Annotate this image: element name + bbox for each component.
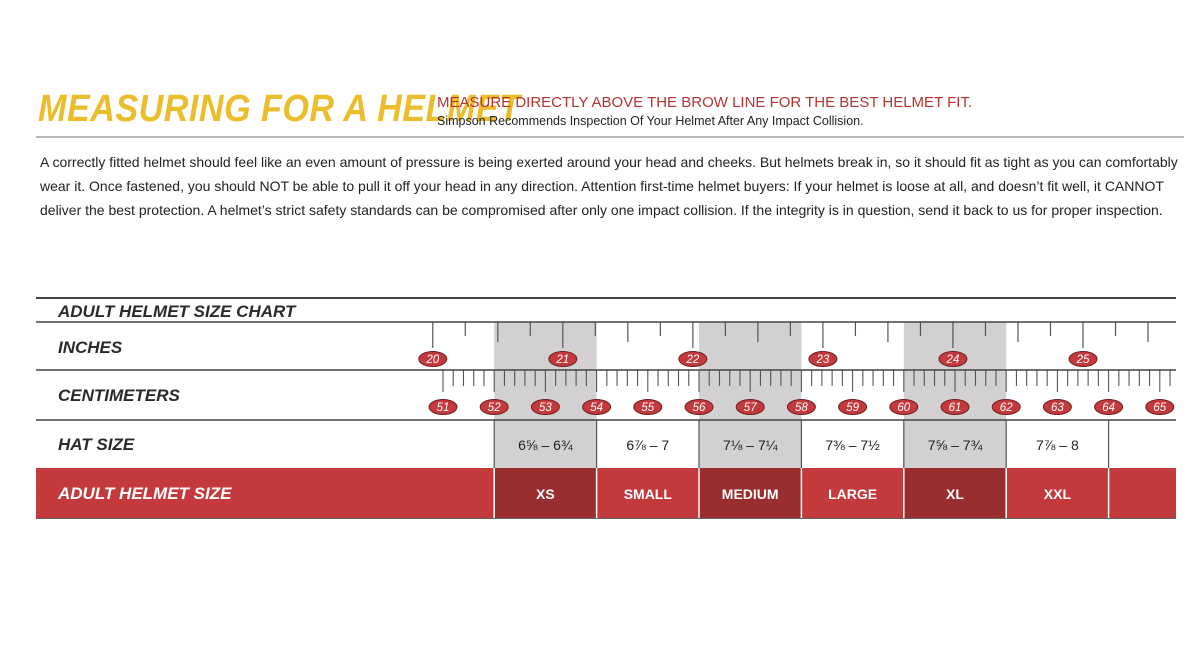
inch-marker-label: 24 — [946, 354, 960, 366]
cm-marker-label: 65 — [1153, 402, 1167, 414]
hat-size-cell: 6⅝ – 6¾ — [518, 437, 573, 453]
inch-marker-label: 20 — [426, 354, 440, 366]
hat-size-cell: 7⅞ – 8 — [1035, 437, 1079, 453]
cm-marker-label: 57 — [743, 402, 757, 414]
helmet-size-cell: LARGE — [828, 486, 878, 502]
helmet-size-cell: XS — [536, 486, 555, 502]
intro-paragraph: A correctly fitted helmet should feel like an even amount of pressure is being exerted around your head and cheeks. But helmets break in, so it should fit as tight as you can comfortably wear it. Once fastened, you should NOT be able to pull it off your head in any direction. Attention first-time helmet buyers: If your helmet is loose at all, and doesn’t fit well, it CANNOT deliver the best protection. A helmet’s strict safety standards can be compromised after only one impact collision. If the integrity is in question, send it back to us for proper inspection. — [40, 154, 1178, 218]
helmet-size-cell: MEDIUM — [721, 486, 779, 502]
hat-size-cell: 6⅞ – 7 — [626, 437, 670, 453]
helmet-size-cell: SMALL — [623, 486, 672, 502]
centimeters-row-label: CENTIMETERS — [58, 386, 180, 405]
cm-marker-label: 54 — [590, 402, 603, 414]
inch-marker-label: 23 — [816, 354, 830, 366]
hat-size-cell: 7⅛ – 7¼ — [722, 437, 778, 453]
inch-marker-label: 22 — [686, 354, 700, 366]
cm-marker-label: 51 — [436, 402, 450, 414]
hat-size-cell: 7⅜ – 7½ — [825, 437, 880, 453]
inch-marker-label: 25 — [1076, 354, 1090, 366]
chart-title: ADULT HELMET SIZE CHART — [58, 302, 296, 321]
inches-row-label: INCHES — [58, 338, 123, 357]
fit-instruction: MEASURE DIRECTLY ABOVE THE BROW LINE FOR THE BEST HELMET FIT. — [437, 94, 973, 111]
helmet-size-cell: XXL — [1043, 486, 1072, 502]
cm-marker-label: 59 — [846, 402, 859, 414]
hat-size-cell: 7⅝ – 7¾ — [927, 437, 983, 453]
cm-marker-label: 56 — [692, 402, 706, 414]
cm-marker-label: 62 — [999, 402, 1013, 414]
cm-marker-label: 63 — [1051, 402, 1064, 414]
cm-marker-label: 52 — [487, 402, 501, 414]
cm-marker-label: 60 — [897, 402, 911, 414]
cm-marker-label: 64 — [1102, 402, 1115, 414]
adult-helmet-size-row-label: ADULT HELMET SIZE — [58, 484, 232, 503]
cm-marker-label: 55 — [641, 402, 655, 414]
inspection-note: Simpson Recommends Inspection Of Your Helmet After Any Impact Collision. — [437, 114, 864, 128]
hat-size-row-label: HAT SIZE — [58, 435, 135, 454]
page-title: MEASURING FOR A HELMET — [38, 88, 521, 130]
cm-marker-label: 58 — [795, 402, 808, 414]
cm-marker-label: 53 — [539, 402, 552, 414]
helmet-size-cell: XL — [946, 486, 964, 502]
cm-marker-label: 61 — [948, 402, 962, 414]
inch-marker-label: 21 — [556, 354, 570, 366]
